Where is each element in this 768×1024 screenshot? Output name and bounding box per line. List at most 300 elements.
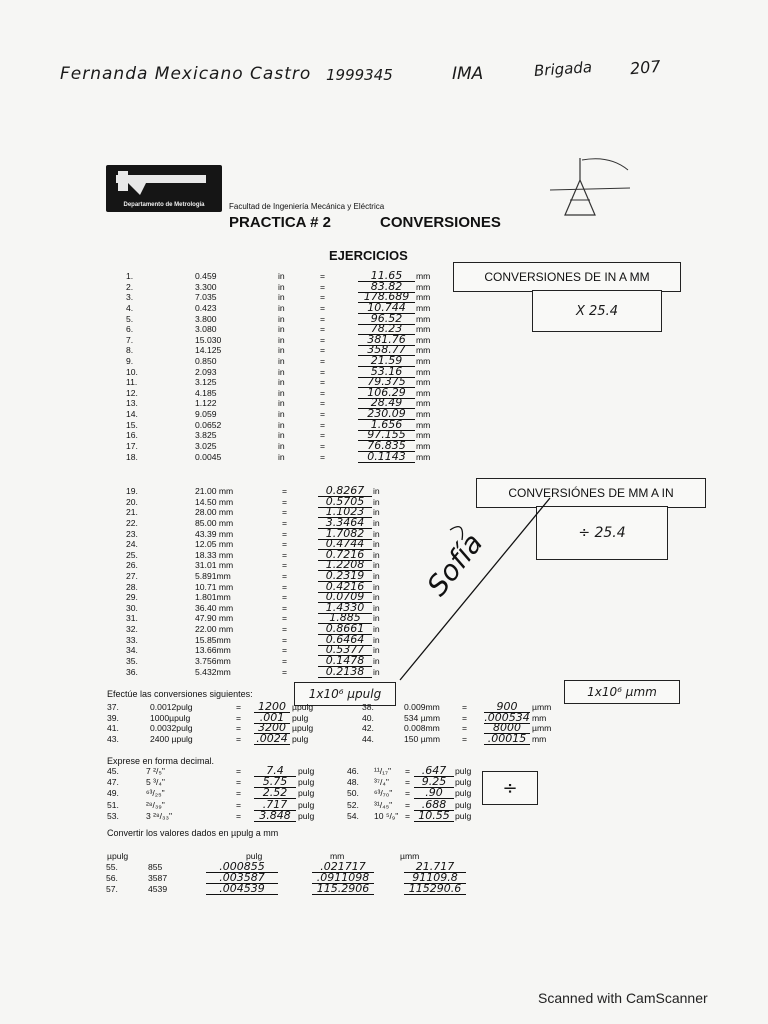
exercise-number: 20. <box>126 496 138 507</box>
unit: pulg <box>455 766 472 776</box>
exercise-number: 8. <box>126 345 134 356</box>
unit-to: in <box>373 539 380 550</box>
input-value: 4539 <box>148 884 168 894</box>
answer-mm: 53.16 <box>358 366 415 378</box>
unit-to: in <box>373 613 380 624</box>
equals-sign: = <box>462 702 468 712</box>
micro-mm-note-text: 1x10⁶ µmm <box>587 685 657 699</box>
input-value: 0.423 <box>195 302 217 313</box>
exercise-number: 44. <box>362 733 374 744</box>
equals-sign: = <box>282 634 288 645</box>
answer: 8000 <box>484 722 530 734</box>
answer: .90 <box>414 787 454 799</box>
unit-to: mm <box>416 281 431 292</box>
equals-sign: = <box>282 560 288 571</box>
input-value: 3.756mm <box>195 655 231 666</box>
unit-from: in <box>278 281 285 292</box>
section4-title: Exprese en forma decimal. <box>107 756 215 766</box>
answer-in: 0.7216 <box>318 549 372 561</box>
input-value: 0.0032pulg <box>150 723 193 733</box>
answer: 5.75 <box>254 776 296 788</box>
equals-sign: = <box>462 712 468 723</box>
answer-mm: 11.65 <box>358 270 415 282</box>
input-value: 28.00 mm <box>195 507 234 518</box>
answer-in: 0.8267 <box>318 485 372 497</box>
answer-mm: 358.77 <box>358 344 415 356</box>
in-to-mm-title-box <box>453 262 681 292</box>
input-value: 3.025 <box>195 440 217 451</box>
unit-from: in <box>278 409 285 420</box>
answer: 10.55 <box>414 810 454 822</box>
input-value: 10.71 mm <box>195 581 234 592</box>
answer: 900 <box>484 701 530 713</box>
exercise-number: 24. <box>126 539 138 550</box>
equals-sign: = <box>320 313 326 324</box>
unit: pulg <box>455 810 472 821</box>
exercise-number: 52. <box>347 799 359 810</box>
equals-sign: = <box>236 702 242 712</box>
equals-sign: = <box>236 723 242 733</box>
unit-to: mm <box>416 292 431 303</box>
unit-from: in <box>278 292 285 303</box>
answer-in: 0.5377 <box>318 644 372 656</box>
column-header: µmm <box>400 851 420 861</box>
unit: µmm <box>532 723 552 733</box>
unit-from: in <box>278 271 285 281</box>
unit: pulg <box>455 788 472 799</box>
unit-from: in <box>278 324 285 335</box>
unit: pulg <box>298 810 315 821</box>
input-value: 3.800 <box>195 313 217 324</box>
input-value: 7.035 <box>195 292 217 303</box>
exercise-number: 23. <box>126 528 138 539</box>
fraction: ⁶³/₇₀" <box>374 788 393 799</box>
answer-in: 0.2138 <box>318 666 372 678</box>
answer-mm: 97.155 <box>358 429 415 441</box>
input-value: 3.300 <box>195 281 217 292</box>
equals-sign: = <box>236 799 242 810</box>
equals-sign: = <box>282 571 288 581</box>
equals-sign: = <box>320 334 326 345</box>
division-note-text: ÷ <box>502 777 518 799</box>
exercise-number: 46. <box>347 766 359 776</box>
equals-sign: = <box>320 271 326 281</box>
unit: pulg <box>292 733 309 744</box>
exercise-number: 49. <box>107 788 119 799</box>
exercise-number: 51. <box>107 799 119 810</box>
answer-mm: 28.49 <box>358 397 415 409</box>
answer-in: 1.2208 <box>318 559 372 571</box>
answer: 7.4 <box>254 765 296 777</box>
input-value: 31.01 mm <box>195 560 234 571</box>
exercise-number: 47. <box>107 777 119 788</box>
exercise-number: 45. <box>107 766 119 776</box>
exercise-number: 33. <box>126 634 138 645</box>
answer: .00015 <box>484 733 530 745</box>
exercise-number: 15. <box>126 419 138 430</box>
equals-sign: = <box>282 613 288 624</box>
equals-sign: = <box>236 777 242 788</box>
answer: .717 <box>254 799 296 811</box>
answer-mm: 10.744 <box>358 302 415 314</box>
equals-sign: = <box>282 602 288 613</box>
fraction: 5 ³/₄" <box>146 777 165 788</box>
exercise-number: 39. <box>107 712 119 723</box>
equals-sign: = <box>236 788 242 799</box>
answer-mm: 178.689 <box>358 291 415 303</box>
answer-mm: 230.09 <box>358 408 415 420</box>
section5-title: Convertir los valores dados en µpulg a mm <box>107 828 279 838</box>
exercise-number: 50. <box>347 788 359 799</box>
input-value: 15.030 <box>195 334 222 345</box>
equals-sign: = <box>320 281 326 292</box>
equals-sign: = <box>236 766 242 776</box>
input-value: 3.825 <box>195 430 217 441</box>
exercise-number: 10. <box>126 366 138 377</box>
signature-stroke <box>370 490 570 690</box>
answer-in: 0.4744 <box>318 538 372 550</box>
answer: 2.52 <box>254 787 296 799</box>
exercise-number: 48. <box>347 777 359 788</box>
exercise-number: 40. <box>362 712 374 723</box>
exercise-number: 57. <box>106 884 118 894</box>
unit-to: in <box>373 666 380 677</box>
input-value: 85.00 mm <box>195 517 234 528</box>
student-name: Fernanda Mexicano Castro <box>60 64 312 84</box>
student-id: 1999345 <box>326 66 393 84</box>
exercise-number: 42. <box>362 723 374 733</box>
scanner-watermark: Scanned with CamScanner <box>538 990 708 1006</box>
exercise-number: 26. <box>126 560 138 571</box>
unit-to: in <box>373 486 380 496</box>
teacher-signature: Sofía <box>420 526 490 603</box>
logo-caption: Departamento de Metrología <box>123 202 205 208</box>
answer-in: 0.4216 <box>318 581 372 593</box>
input-value: 2.093 <box>195 366 217 377</box>
equals-sign: = <box>320 409 326 420</box>
fraction: 3 ²⁸/₃₃" <box>146 810 173 821</box>
answer-in: 1.885 <box>318 612 372 624</box>
answer-in: 0.2319 <box>318 570 372 582</box>
mm-to-in-title: CONVERSIÓNES DE MM A IN <box>508 486 674 500</box>
input-value: 15.85mm <box>195 634 231 645</box>
unit: µpulg <box>292 723 314 733</box>
exercise-number: 34. <box>126 645 138 656</box>
exercise-number: 56. <box>106 873 118 883</box>
exercise-number: 2. <box>126 281 134 292</box>
equals-sign: = <box>320 419 326 430</box>
unit-to: in <box>373 507 380 518</box>
practice-topic: CONVERSIONES <box>380 214 501 231</box>
equals-sign: = <box>236 810 242 821</box>
answer-mm: 79.375 <box>358 376 415 388</box>
exercise-number: 35. <box>126 655 138 666</box>
unit-to: in <box>373 624 380 635</box>
exercise-number: 55. <box>106 862 118 872</box>
answer-in: 0.8661 <box>318 623 372 635</box>
input-value: 0.0012pulg <box>150 702 193 712</box>
equals-sign: = <box>282 645 288 656</box>
divide-factor-text: ÷ 25.4 <box>578 525 626 541</box>
exercise-number: 12. <box>126 387 138 398</box>
equals-sign: = <box>236 712 242 723</box>
unit-to: mm <box>416 451 431 462</box>
answer-in: 0.5705 <box>318 496 372 508</box>
exercise-number: 38. <box>362 702 374 712</box>
brigade-number: 207 <box>629 56 662 79</box>
answer: 1200 <box>254 701 290 713</box>
equals-sign: = <box>282 666 288 677</box>
unit-from: in <box>278 419 285 430</box>
input-value: 0.459 <box>195 271 217 281</box>
exercise-number: 6. <box>126 324 134 335</box>
unit-from: in <box>278 334 285 345</box>
equals-sign: = <box>320 324 326 335</box>
exercise-number: 3. <box>126 292 134 303</box>
program-code: IMA <box>452 64 484 84</box>
equals-sign: = <box>320 387 326 398</box>
unit-to: in <box>373 549 380 560</box>
unit-to: mm <box>416 366 431 377</box>
exercise-number: 41. <box>107 723 119 733</box>
answer-in: 0.1478 <box>318 655 372 667</box>
equals-sign: = <box>405 777 411 788</box>
unit-from: in <box>278 398 285 409</box>
equals-sign: = <box>320 398 326 409</box>
unit-to: in <box>373 581 380 592</box>
equals-sign: = <box>320 451 326 462</box>
equals-sign: = <box>462 733 468 744</box>
unit: mm <box>532 733 547 744</box>
exercise-number: 16. <box>126 430 138 441</box>
input-value: 5.891mm <box>195 571 231 581</box>
fraction: 10 ⁵/₉" <box>374 810 399 821</box>
unit-to: mm <box>416 387 431 398</box>
input-value: 0.009mm <box>404 702 440 712</box>
unit-from: in <box>278 440 285 451</box>
exercise-number: 22. <box>126 517 138 528</box>
answer-mm: 0.1143 <box>358 451 415 463</box>
unit-from: in <box>278 387 285 398</box>
fraction: 7 ²/₅" <box>146 766 165 776</box>
input-value: 36.40 mm <box>195 602 234 613</box>
unit-to: mm <box>416 324 431 335</box>
fraction: ²⁸/₃₉" <box>146 799 165 810</box>
answer-mm: 381.76 <box>358 334 415 346</box>
unit: pulg <box>455 799 472 810</box>
unit-from: in <box>278 366 285 377</box>
exercise-number: 5. <box>126 313 134 324</box>
unit: µmm <box>532 702 552 712</box>
exercise-number: 17. <box>126 440 138 451</box>
unit-from: in <box>278 377 285 388</box>
answer-mm: 96.52 <box>358 313 415 325</box>
input-value: 1000µpulg <box>150 712 191 723</box>
unit-to: mm <box>416 419 431 430</box>
answer-mm: 78.23 <box>358 323 415 335</box>
input-value: 5.432mm <box>195 666 231 677</box>
answer: .647 <box>414 765 454 777</box>
input-value: 14.50 mm <box>195 496 234 507</box>
unit: pulg <box>298 799 315 810</box>
input-value: 534 µmm <box>404 712 440 723</box>
exercise-number: 43. <box>107 733 119 744</box>
answer-umm: 91109.8 <box>404 872 466 884</box>
exercise-number: 14. <box>126 409 138 420</box>
unit-to: in <box>373 602 380 613</box>
equals-sign: = <box>320 345 326 356</box>
answer: .001 <box>254 712 290 724</box>
unit: µpulg <box>292 702 314 712</box>
exercise-number: 21. <box>126 507 138 518</box>
answer-pulg: .003587 <box>206 872 278 884</box>
exercises-title: EJERCICIOS <box>329 248 408 263</box>
equals-sign: = <box>405 799 411 810</box>
input-value: 4.185 <box>195 387 217 398</box>
unit-to: in <box>373 655 380 666</box>
equals-sign: = <box>282 624 288 635</box>
exercise-number: 28. <box>126 581 138 592</box>
answer: .0024 <box>254 733 290 745</box>
answer-mm: 115.2906 <box>312 883 374 895</box>
equals-sign: = <box>405 788 411 799</box>
section3-title: Efectúe las conversiones siguientes: <box>107 689 253 699</box>
unit-to: mm <box>416 430 431 441</box>
input-value: 2400 µpulg <box>150 733 193 744</box>
answer-pulg: .000855 <box>206 861 278 873</box>
input-value: 855 <box>148 862 163 872</box>
exercise-number: 36. <box>126 666 138 677</box>
exercise-number: 11. <box>126 377 138 388</box>
equals-sign: = <box>282 655 288 666</box>
fraction: ³⁷/₄" <box>374 777 389 788</box>
input-value: 1.801mm <box>195 592 231 603</box>
answer-in: 0.0709 <box>318 591 372 603</box>
input-value: 3.125 <box>195 377 217 388</box>
answer-mm: 83.82 <box>358 281 415 293</box>
exercise-number: 31. <box>126 613 138 624</box>
unit: pulg <box>298 788 315 799</box>
equals-sign: = <box>236 733 242 744</box>
answer-in: 0.6464 <box>318 634 372 646</box>
answer-mm: .021717 <box>312 861 374 873</box>
equals-sign: = <box>320 302 326 313</box>
equals-sign: = <box>320 377 326 388</box>
answer-in: 3.3464 <box>318 517 372 529</box>
unit-to: mm <box>416 345 431 356</box>
multiply-factor-text: X 25.4 <box>576 303 618 319</box>
fraction: ¹¹/₁₇" <box>374 766 392 776</box>
unit-to: in <box>373 560 380 571</box>
equals-sign: = <box>282 539 288 550</box>
answer-umm: 115290.6 <box>404 883 466 895</box>
micro-inch-note-text: 1x10⁶ µpulg <box>308 687 382 701</box>
input-value: 9.059 <box>195 409 217 420</box>
column-header: µpulg <box>107 851 129 861</box>
exercise-number: 30. <box>126 602 138 613</box>
answer-in: 1.7082 <box>318 528 372 540</box>
answer-in: 1.1023 <box>318 506 372 518</box>
answer-mm: .0911098 <box>312 872 374 884</box>
unit-to: mm <box>416 334 431 345</box>
exercise-number: 32. <box>126 624 138 635</box>
brigade-label: Brigada <box>533 57 593 81</box>
unit-to: mm <box>416 313 431 324</box>
unit-to: mm <box>416 302 431 313</box>
unit: mm <box>532 712 547 723</box>
input-value: 22.00 mm <box>195 624 234 635</box>
equals-sign: = <box>405 766 411 776</box>
input-value: 1.122 <box>195 398 217 409</box>
in-to-mm-title: CONVERSIONES DE IN A MM <box>484 270 650 284</box>
input-value: 43.39 mm <box>195 528 234 539</box>
equals-sign: = <box>320 356 326 366</box>
practice-number: PRACTICA # 2 <box>229 214 331 231</box>
unit-to: in <box>373 645 380 656</box>
equals-sign: = <box>282 581 288 592</box>
equals-sign: = <box>320 440 326 451</box>
unit-from: in <box>278 345 285 356</box>
unit-to: mm <box>416 356 431 366</box>
unit-to: in <box>373 592 380 603</box>
input-value: 0.0652 <box>195 419 222 430</box>
answer-pulg: .004539 <box>206 883 278 895</box>
exercise-number: 4. <box>126 302 134 313</box>
exercise-number: 9. <box>126 356 134 366</box>
input-value: 21.00 mm <box>195 486 234 496</box>
answer-in: 1.4330 <box>318 602 372 614</box>
answer: 3.848 <box>254 810 296 822</box>
equals-sign: = <box>282 486 288 496</box>
unit: pulg <box>298 777 315 788</box>
faculty-name: Facultad de Ingeniería Mecánica y Eléctrica <box>229 202 385 211</box>
equals-sign: = <box>282 549 288 560</box>
equals-sign: = <box>282 592 288 603</box>
exercise-number: 29. <box>126 592 138 603</box>
unit-to: mm <box>416 271 431 281</box>
department-logo <box>106 165 222 212</box>
equals-sign: = <box>320 366 326 377</box>
answer-umm: 21.717 <box>404 861 466 873</box>
exercise-number: 1. <box>126 271 134 281</box>
input-value: 0.850 <box>195 356 217 366</box>
exercise-number: 37. <box>107 702 119 712</box>
input-value: 12.05 mm <box>195 539 234 550</box>
exercise-number: 7. <box>126 334 134 345</box>
answer-mm: 76.835 <box>358 440 415 452</box>
input-value: 47.90 mm <box>195 613 234 624</box>
equals-sign: = <box>320 292 326 303</box>
unit-to: mm <box>416 409 431 420</box>
multiply-factor-note <box>532 290 662 332</box>
column-header: mm <box>330 851 345 861</box>
fraction: ⁶³/₂₅" <box>146 788 165 799</box>
answer: .000534 <box>484 710 530 724</box>
exercise-number: 53. <box>107 810 119 821</box>
equals-sign: = <box>405 810 411 821</box>
equals-sign: = <box>320 430 326 441</box>
unit-to: in <box>373 528 380 539</box>
input-value: 3.080 <box>195 324 217 335</box>
unit-to: mm <box>416 398 431 409</box>
input-value: 0.0045 <box>195 451 222 462</box>
unit-to: in <box>373 634 380 645</box>
tower-sketch-icon <box>540 150 640 220</box>
equals-sign: = <box>282 528 288 539</box>
exercise-number: 25. <box>126 549 138 560</box>
input-value: 13.66mm <box>195 645 231 656</box>
equals-sign: = <box>462 723 468 733</box>
